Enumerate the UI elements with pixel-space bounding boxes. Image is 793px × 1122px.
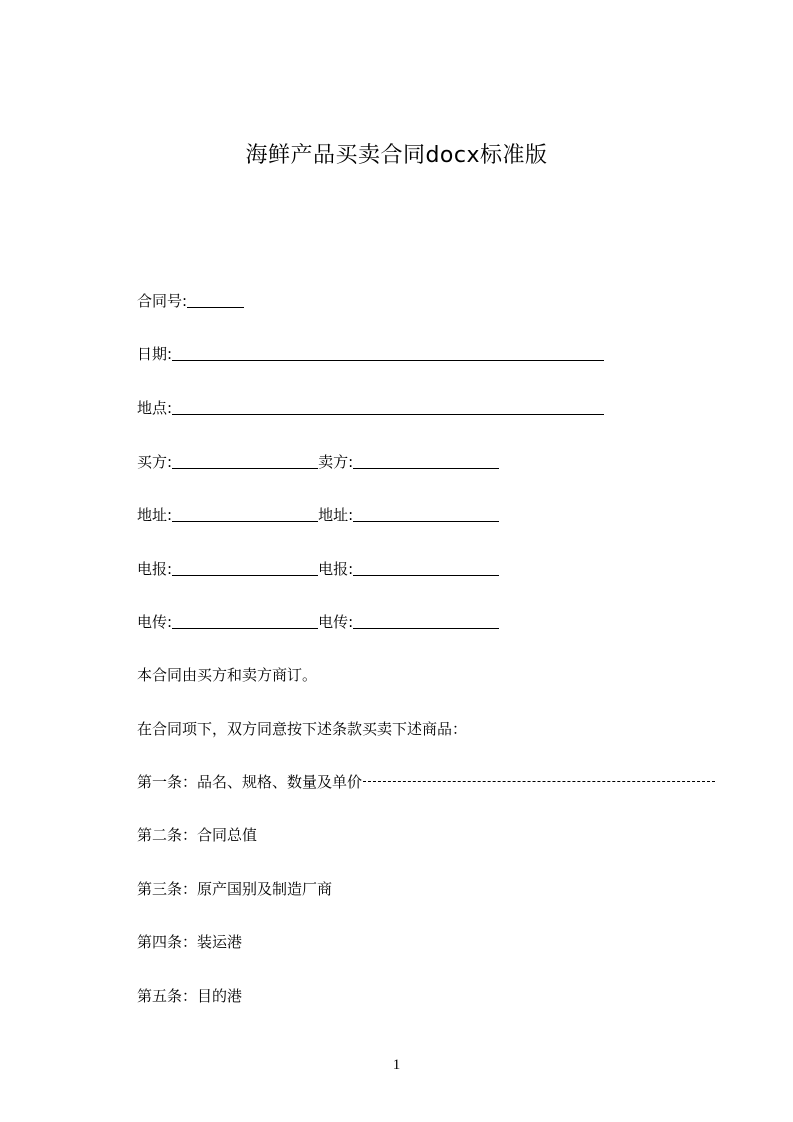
- date-label: 日期:: [137, 345, 173, 363]
- contract-number-blank[interactable]: [187, 293, 244, 308]
- clause-3: 第三条：原产国别及制造厂商: [137, 880, 333, 898]
- seller-blank[interactable]: [353, 454, 499, 469]
- clause-1: [137, 772, 715, 792]
- buyer-telegram-blank[interactable]: [172, 561, 318, 576]
- clause-5: 第五条：目的港: [137, 987, 243, 1005]
- buyer-fax-label: 电传:: [137, 613, 173, 631]
- buyer-telegram-label: 电报:: [137, 560, 173, 578]
- intro-paragraph: 本合同由买方和卖方商订。: [137, 666, 318, 684]
- place-blank[interactable]: [172, 400, 604, 415]
- page-number: 1: [392, 1057, 401, 1073]
- place-line: [137, 398, 604, 418]
- parties-line: [137, 452, 499, 472]
- contract-number-line: [137, 291, 244, 311]
- seller-telegram-blank[interactable]: [353, 561, 499, 576]
- date-blank[interactable]: [172, 346, 604, 361]
- contract-number-label: 合同号:: [137, 292, 188, 310]
- seller-fax-blank[interactable]: [353, 614, 499, 629]
- buyer-address-blank[interactable]: [172, 507, 318, 522]
- date-line: [137, 344, 604, 364]
- seller-telegram-label: 电报:: [318, 560, 354, 578]
- seller-address-label: 地址:: [318, 506, 354, 524]
- clause-2: 第二条：合同总值: [137, 826, 258, 844]
- telegram-line: [137, 559, 499, 579]
- document-title: 海鲜产品买卖合同docx标准版: [245, 143, 548, 168]
- fax-line: [137, 612, 499, 632]
- seller-fax-label: 电传:: [318, 613, 354, 631]
- clause-1-text: 第一条：品名、规格、数量及单价: [137, 773, 363, 791]
- buyer-label: 买方:: [137, 453, 173, 471]
- address-line: [137, 505, 499, 525]
- seller-address-blank[interactable]: [353, 507, 499, 522]
- seller-label: 卖方:: [318, 453, 354, 471]
- buyer-fax-blank[interactable]: [172, 614, 318, 629]
- buyer-address-label: 地址:: [137, 506, 173, 524]
- clause-1-dash-rule: [363, 772, 715, 782]
- agreement-paragraph: 在合同项下，双方同意按下述条款买卖下述商品：: [137, 720, 468, 738]
- clause-4: 第四条：装运港: [137, 933, 243, 951]
- place-label: 地点:: [137, 399, 173, 417]
- buyer-blank[interactable]: [172, 454, 318, 469]
